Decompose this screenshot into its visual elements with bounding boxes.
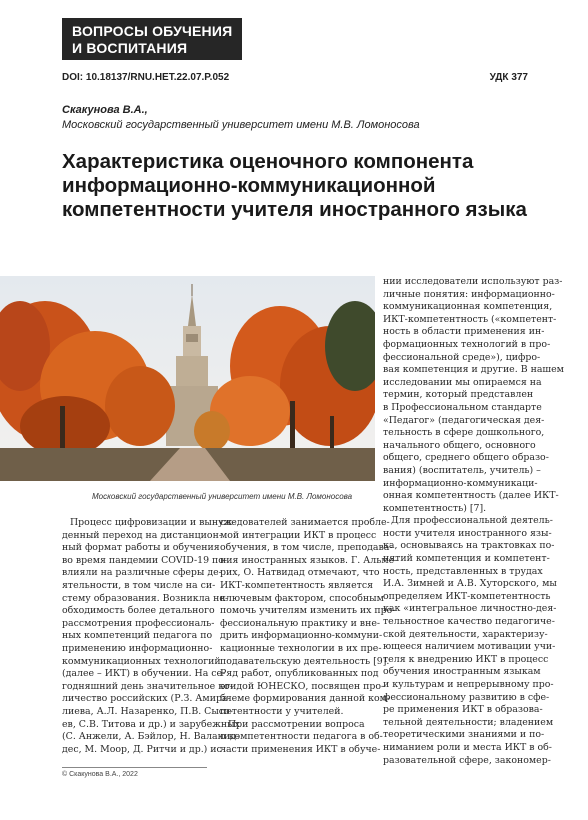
- text-line: При рассмотрении вопроса: [228, 718, 365, 730]
- text-line: общего, среднего общего образо-: [383, 452, 549, 464]
- text-line: определяем ИКТ-компетентность: [383, 590, 551, 602]
- text-line: кационные технологии в их пре-: [220, 642, 382, 654]
- text-line: ность в области применения ин-: [383, 326, 545, 338]
- text-line: (далее – ИКТ) в обучении. На се-: [62, 668, 226, 680]
- title-line: компетентности учителя иностранного языка: [62, 198, 527, 221]
- text-line: о компетентности педагога в об-: [220, 731, 383, 743]
- text-line: ность, представленных в трудах: [383, 565, 543, 577]
- article-title: [62, 150, 542, 222]
- text-line: вания) (воспитатель, учитель) –: [383, 464, 541, 476]
- text-line: тельной деятельности; владением: [383, 716, 554, 728]
- text-line: начального общего, основного: [383, 439, 536, 451]
- text-line: И.А. Зимней и А.В. Хуторского, мы: [383, 578, 557, 590]
- text-line: разовательной сфере, закономер-: [383, 754, 551, 766]
- text-line: денный переход на дистанцион-: [62, 529, 222, 541]
- author-name: Скакунова В.А.,: [62, 104, 148, 116]
- text-line: теля к внедрению ИКТ в процесс: [383, 653, 549, 665]
- text-line: рассмотрения профессиональ-: [62, 617, 215, 629]
- text-line: помочь учителям изменить их про-: [220, 605, 396, 617]
- text-line: онная компетентность (далее ИКТ-: [383, 490, 559, 502]
- section-badge: [62, 18, 242, 60]
- text-line: ющееся наличием мотивации учи-: [383, 641, 556, 653]
- text-line: ятельности, в том числе на си-: [62, 579, 216, 591]
- text-line: дес, М. Моор, Д. Ритчи и др.) ис-: [62, 743, 225, 755]
- text-line: формационных технологий в про-: [383, 338, 551, 350]
- text-line: ных компетенций педагога по: [62, 630, 213, 642]
- copyright-note: © Скакунова В.А., 2022: [62, 771, 138, 778]
- text-line: Ряд работ, опубликованных под: [220, 668, 379, 680]
- text-line: ИКТ-компетентность («компетент-: [383, 313, 557, 325]
- text-line: стему образования. Возникла не-: [62, 592, 229, 604]
- text-line: применению информационно-: [62, 642, 213, 654]
- text-line: и культурам и непрерывному про-: [383, 679, 554, 690]
- text-line: фессиональной среде»), цифро-: [383, 351, 541, 363]
- text-line: в Профессиональном стандарте: [383, 401, 542, 413]
- text-line: ре применения ИКТ в образова-: [383, 704, 543, 716]
- text-line: исследовании мы опираемся на: [383, 376, 542, 388]
- text-line: обучения, в том числе, преподава-: [220, 542, 393, 554]
- text-line: тельность в сфере дошкольного,: [383, 427, 545, 439]
- text-line: как «интегральное личностно-дея-: [383, 603, 557, 615]
- author-affiliation: Московский государственный университет имени М.В. Ломоносова: [62, 119, 420, 131]
- text-line: компетентность) [7].: [383, 502, 487, 514]
- text-line: подавательскую деятельность [9].: [220, 655, 390, 667]
- text-line: ка, основываясь на трактовках по-: [383, 540, 555, 552]
- text-line: рих, О. Натвидад отмечают, что: [220, 567, 380, 579]
- text-line: ниманием роли и места ИКТ в об-: [383, 741, 552, 753]
- section-title-line1: ВОПРОСЫ ОБУЧЕНИЯ: [72, 23, 233, 39]
- text-line: нятий компетенция и компетент-: [383, 553, 550, 565]
- text-line: информационно-коммуникаци-: [383, 477, 538, 489]
- text-line: тельностное качество педагогиче-: [383, 616, 555, 628]
- text-line: коммуникационная компетенция,: [383, 301, 553, 313]
- doi-label: DOI: 10.18137/RNU.HET.22.07.P.052: [62, 72, 230, 83]
- text-line: фессиональную практику и вне-: [220, 617, 381, 629]
- text-line: ев, С.В. Титова и др.) и зарубежных: [62, 718, 240, 730]
- photo-caption: Московский государственный университет имени М.В. Ломоносова: [92, 492, 353, 501]
- text-line: эгидой ЮНЕСКО, посвящен про-: [220, 680, 385, 692]
- text-column-1: [62, 517, 240, 756]
- text-line: следователей занимается пробле-: [220, 517, 390, 528]
- text-line: теоретическими знаниями и по-: [383, 729, 545, 741]
- text-line: (С. Анжели, А. Бэйлор, Н. Валанид-: [62, 731, 240, 743]
- text-line: во время пандемии COVID-19 по-: [62, 554, 228, 566]
- text-line: личные понятия: информационно-: [383, 288, 555, 300]
- text-column-2: [220, 517, 398, 756]
- text-line: ключевым фактором, способным: [220, 592, 384, 604]
- text-line: влияли на различные сферы де-: [62, 567, 222, 579]
- footnote-divider: [62, 767, 207, 768]
- text-line: «Педагог» (педагогическая дея-: [383, 414, 545, 426]
- text-line: обходимость более детального: [62, 605, 215, 617]
- text-line: петентности у учителей.: [220, 705, 344, 717]
- text-line: Для профессиональной деятель-: [391, 515, 553, 527]
- text-line: термин, который представлен: [383, 389, 534, 401]
- text-line: ИКТ-компетентность является: [220, 579, 373, 591]
- text-line: лиева, А.Л. Назаренко, П.В. Сысо-: [62, 705, 233, 717]
- text-line: годняшний день значительное ко-: [62, 680, 233, 692]
- text-line: ный формат работы и обучения: [62, 542, 220, 554]
- text-line: ской деятельности, характеризу-: [383, 628, 548, 640]
- title-line: информационно-коммуникационной: [62, 174, 436, 197]
- section-title-line2: И ВОСПИТАНИЯ: [72, 40, 188, 56]
- text-line: ния иностранных языков. Г. Альме-: [220, 554, 398, 566]
- text-line: блеме формирования данной ком-: [220, 693, 391, 705]
- text-line: фессиональному развитию в сфе-: [383, 691, 550, 703]
- udk-label: УДК 377: [489, 72, 528, 83]
- text-line: Процесс цифровизации и вынуж-: [70, 517, 236, 528]
- title-line: Характеристика оценочного компонента: [62, 150, 474, 173]
- text-line: мой интеграции ИКТ в процесс: [220, 529, 377, 541]
- text-line: обучения иностранным языкам: [383, 666, 541, 678]
- text-column-3: [383, 276, 564, 767]
- text-line: дрить информационно-коммуни-: [220, 630, 383, 642]
- text-line: вая компетенция и другие. В нашем: [383, 364, 564, 376]
- text-line: ласти применения ИКТ в обуче-: [220, 743, 381, 755]
- text-line: ности учителя иностранного язы-: [383, 527, 552, 539]
- text-line: коммуникационных технологий: [62, 655, 221, 667]
- text-line: личество российских (Р.З. Амира-: [62, 693, 231, 705]
- university-photo: [0, 276, 375, 481]
- text-line: нии исследователи используют раз-: [383, 276, 563, 287]
